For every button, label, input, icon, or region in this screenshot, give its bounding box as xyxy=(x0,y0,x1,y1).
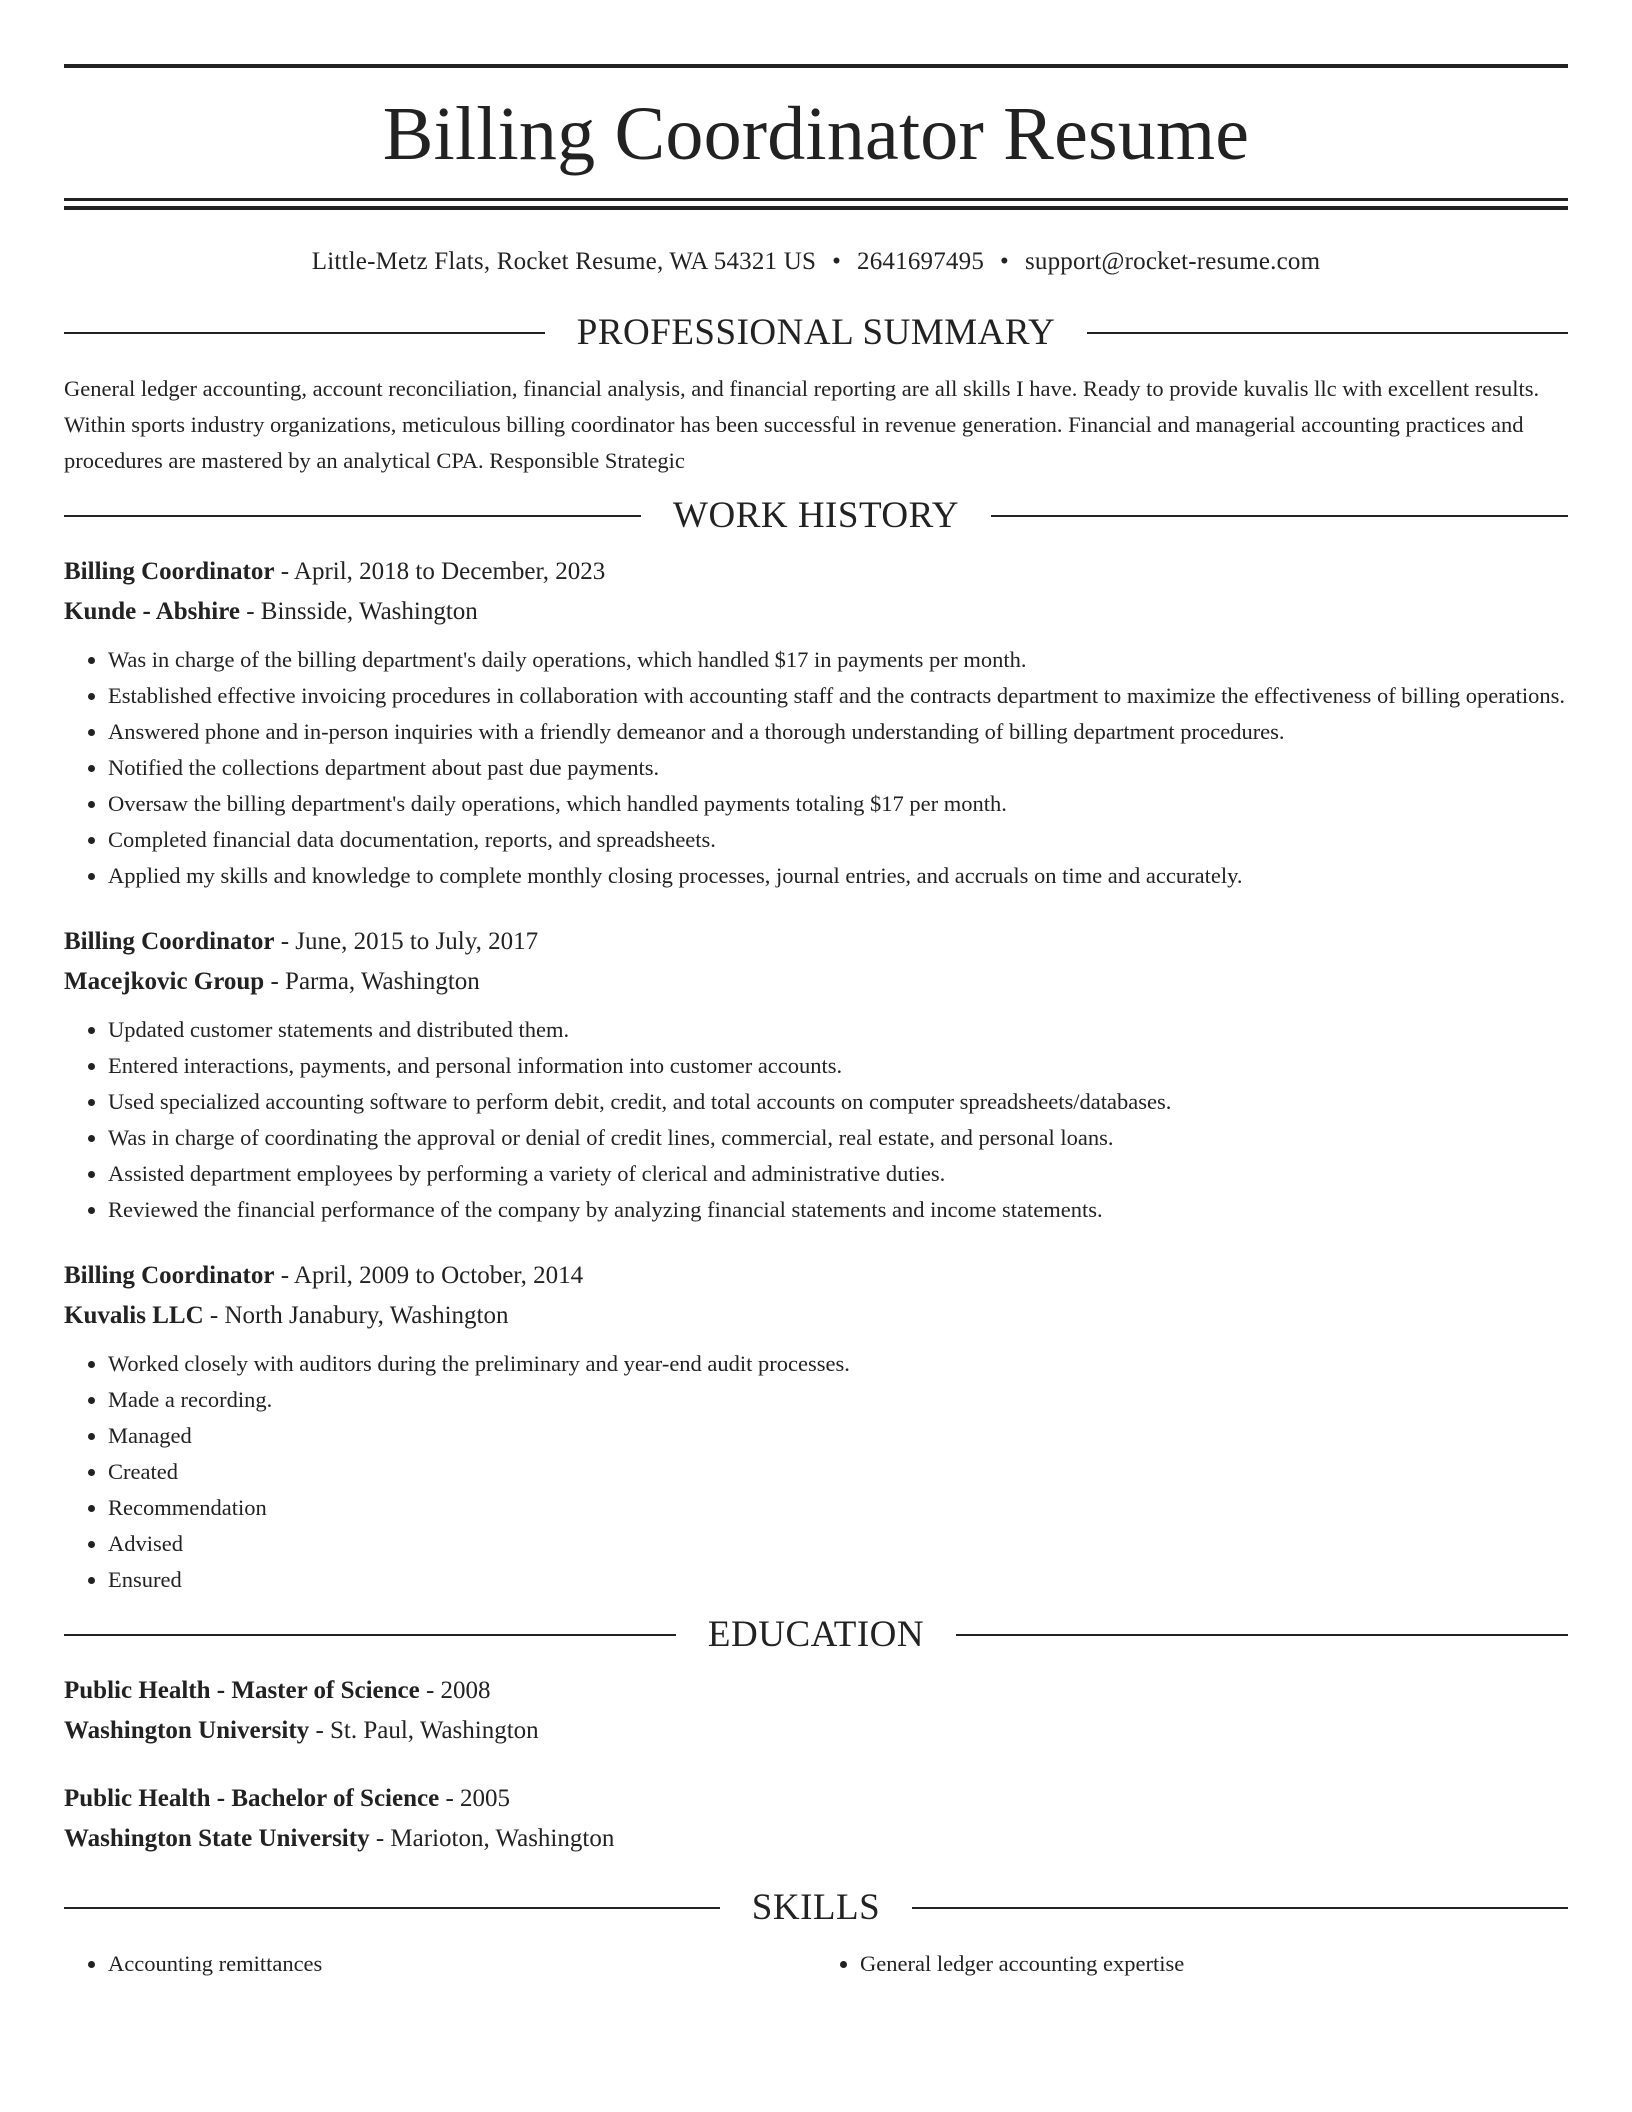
degree: Public Health - Master of Science xyxy=(64,1677,420,1704)
company-name: Kuvalis LLC xyxy=(64,1302,204,1329)
job-bullets xyxy=(64,642,1568,894)
bullet-item: • Notified the collections department about past due payments. xyxy=(108,750,1568,786)
bullet-item: • Established effective invoicing procedures in collaboration with accounting staff and the contracts department to maximize the effectiveness of billing operations. xyxy=(108,678,1568,714)
section-header-education xyxy=(64,1616,1568,1653)
bullet-item: • Assisted department employees by performing a variety of clerical and administrative duties. xyxy=(108,1156,1568,1192)
bullet-item: • Reviewed the financial performance of the company by analyzing financial statements and income statements. xyxy=(108,1192,1568,1228)
divider xyxy=(64,515,641,517)
section-title: PROFESSIONAL SUMMARY xyxy=(576,312,1056,353)
contact-email: support@rocket-resume.com xyxy=(1024,248,1321,275)
title-double-rule xyxy=(64,198,1568,210)
job-entry xyxy=(64,1256,1568,1598)
divider xyxy=(1087,332,1568,334)
job-title: Billing Coordinator xyxy=(64,928,275,955)
job-dates: - April, 2009 to October, 2014 xyxy=(274,1262,584,1289)
degree-year: - 2005 xyxy=(439,1785,511,1812)
degree: Public Health - Bachelor of Science xyxy=(64,1785,440,1812)
section-header-work xyxy=(64,497,1568,534)
divider xyxy=(64,1907,720,1909)
skills-list xyxy=(64,1936,1568,1982)
education-list xyxy=(64,1671,1568,1859)
bullet-item: • Updated customer statements and distributed them. xyxy=(108,1012,1568,1048)
school-location: - St. Paul, Washington xyxy=(309,1717,539,1744)
job-company-line xyxy=(64,962,1568,1002)
bullet-item: • Managed xyxy=(108,1418,1568,1454)
section-header-summary xyxy=(64,314,1568,351)
bullet-item: • Applied my skills and knowledge to complete monthly closing processes, journal entries, and accruals on time and accurately. xyxy=(108,858,1568,894)
job-dates: - June, 2015 to July, 2017 xyxy=(274,928,539,955)
bullet-item: • Entered interactions, payments, and personal information into customer accounts. xyxy=(108,1048,1568,1084)
job-title: Billing Coordinator xyxy=(64,558,275,585)
company-location: - Binsside, Washington xyxy=(239,598,478,625)
school-line xyxy=(64,1711,1568,1751)
section-header-skills xyxy=(64,1889,1568,1926)
school-line xyxy=(64,1819,1568,1859)
school-name: Washington State University xyxy=(64,1825,370,1852)
bullet-item: • Created xyxy=(108,1454,1568,1490)
degree-line xyxy=(64,1779,1568,1819)
company-name: Macejkovic Group xyxy=(64,968,265,995)
contact-address: Little-Metz Flats, Rocket Resume, WA 54321 US xyxy=(311,248,817,275)
bullet-item: • Answered phone and in-person inquiries with a friendly demeanor and a thorough understanding of billing department procedures. xyxy=(108,714,1568,750)
divider xyxy=(991,515,1568,517)
divider xyxy=(956,1634,1568,1636)
skill-item: • Accounting remittances xyxy=(108,1946,816,1982)
contact-separator: • xyxy=(832,248,842,275)
company-name: Kunde - Abshire xyxy=(64,598,240,625)
bullet-item: • Advised xyxy=(108,1526,1568,1562)
top-rule xyxy=(64,64,1568,68)
job-company-line xyxy=(64,1296,1568,1336)
education-entry xyxy=(64,1779,1568,1859)
job-title-line xyxy=(64,922,1568,962)
job-company-line xyxy=(64,592,1568,632)
contact-separator: • xyxy=(1000,248,1009,275)
skills-column-right xyxy=(816,1946,1568,1982)
divider xyxy=(64,332,545,334)
summary-text: General ledger accounting, account reconciliation, financial analysis, and financial reporting are all skills I have. Ready to provide kuvalis llc with excellent results. Within sports industry organizations, meticulous billing coordinator has been successful in revenue generation. Financial and managerial accounting practices and procedures are mastered by an analytical CPA. Responsible Strategic xyxy=(64,376,1540,473)
bullet-item: • Ensured xyxy=(108,1562,1568,1598)
job-dates: - April, 2018 to December, 2023 xyxy=(274,558,606,585)
bullet-item: • Was in charge of the billing department's daily operations, which handled $17 in payments per month. xyxy=(108,642,1568,678)
school-location: - Marioton, Washington xyxy=(369,1825,615,1852)
divider xyxy=(912,1907,1568,1909)
skill-item: • General ledger accounting expertise xyxy=(860,1946,1568,1982)
degree-year: - 2008 xyxy=(419,1677,491,1704)
job-bullets xyxy=(64,1346,1568,1598)
job-title-line xyxy=(64,552,1568,592)
bullet-item: • Was in charge of coordinating the approval or denial of credit lines, commercial, real estate, and personal loans. xyxy=(108,1120,1568,1156)
section-title: EDUCATION xyxy=(707,1614,925,1655)
job-bullets xyxy=(64,1012,1568,1228)
contact-line xyxy=(64,248,1568,276)
page-title: Billing Coordinator Resume xyxy=(382,92,1250,176)
education-entry xyxy=(64,1671,1568,1751)
job-title: Billing Coordinator xyxy=(64,1262,275,1289)
job-entry xyxy=(64,552,1568,894)
company-location: - North Janabury, Washington xyxy=(203,1302,509,1329)
contact-phone: 2641697495 xyxy=(857,248,985,275)
bullet-item: • Recommendation xyxy=(108,1490,1568,1526)
company-location: - Parma, Washington xyxy=(264,968,480,995)
job-title-line xyxy=(64,1256,1568,1296)
section-title: SKILLS xyxy=(751,1887,881,1928)
school-name: Washington University xyxy=(64,1717,310,1744)
bullet-item: • Made a recording. xyxy=(108,1382,1568,1418)
bullet-item: • Oversaw the billing department's daily operations, which handled payments totaling $17 per month. xyxy=(108,786,1568,822)
work-history-list xyxy=(64,552,1568,1598)
skills-column-left xyxy=(64,1946,816,1982)
bullet-item: • Completed financial data documentation, reports, and spreadsheets. xyxy=(108,822,1568,858)
divider xyxy=(64,1634,676,1636)
bullet-item: • Used specialized accounting software to perform debit, credit, and total accounts on computer spreadsheets/databases. xyxy=(108,1084,1568,1120)
section-title: WORK HISTORY xyxy=(673,495,959,536)
bullet-item: • Worked closely with auditors during the preliminary and year-end audit processes. xyxy=(108,1346,1568,1382)
job-entry xyxy=(64,922,1568,1228)
degree-line xyxy=(64,1671,1568,1711)
